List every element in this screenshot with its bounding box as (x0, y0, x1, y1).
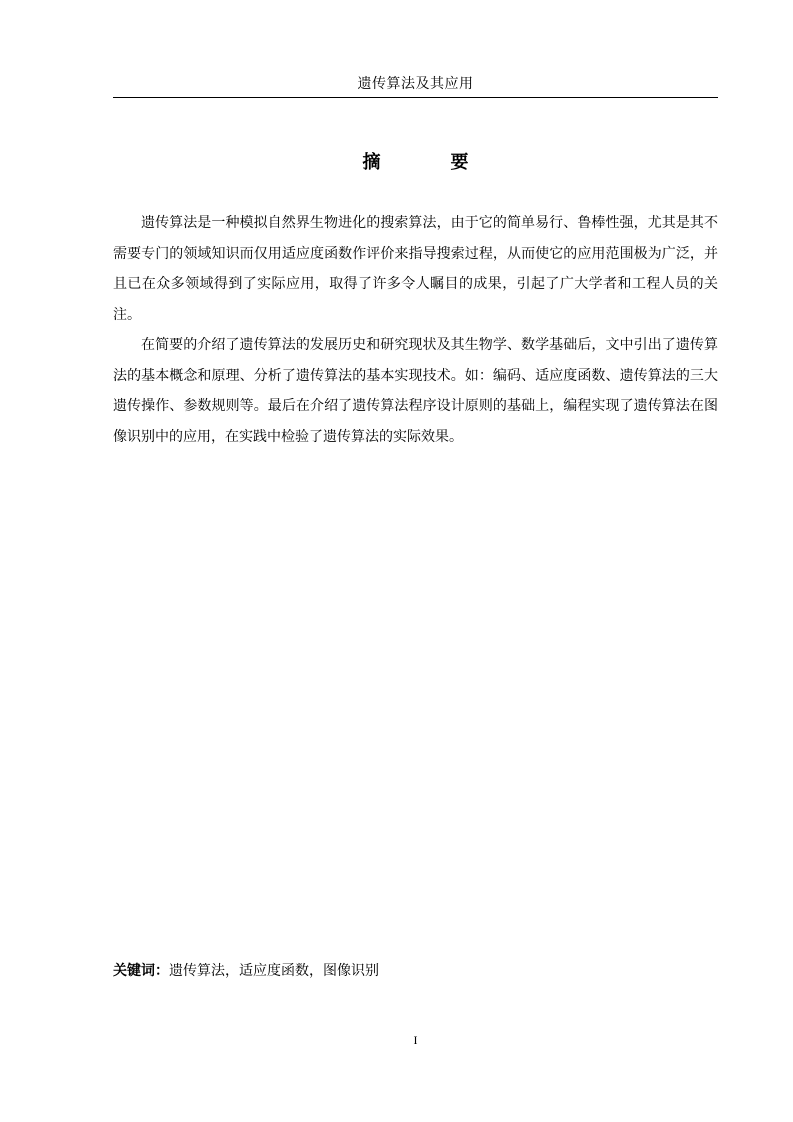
keywords-label: 关键词： (113, 963, 169, 979)
keywords-line (113, 959, 718, 983)
abstract-body (113, 208, 718, 452)
abstract-paragraph-1: 遗传算法是一种模拟自然界生物进化的搜索算法，由于它的简单易行、鲁棒性强，尤其是其不需要专门的领域知识而仅用适应度函数作评价来指导搜索过程，从而使它的应用范围极为广泛，并且已在众多领域得到了实际应用，取得了许多令人瞩目的成果，引起了广大学者和工程人员的关注。 (113, 215, 718, 323)
running-header: 遗传算法及其应用 (357, 76, 474, 92)
page-number: I (413, 1033, 418, 1047)
abstract-title: 摘 要 (362, 152, 495, 173)
keywords-text: 遗传算法，适应度函数，图像识别 (169, 963, 379, 979)
abstract-paragraph-2: 在简要的介绍了遗传算法的发展历史和研究现状及其生物学、数学基础后，文中引出了遗传算法的基本概念和原理、分析了遗传算法的基本实现技术。如：编码、适应度函数、遗传算法的三大遗传操作、参数规则等。最后在介绍了遗传算法程序设计原则的基础上，编程实现了遗传算法在图像识别中的应用，在实践中检验了遗传算法的实际效果。 (113, 337, 718, 445)
header-rule (113, 97, 718, 98)
